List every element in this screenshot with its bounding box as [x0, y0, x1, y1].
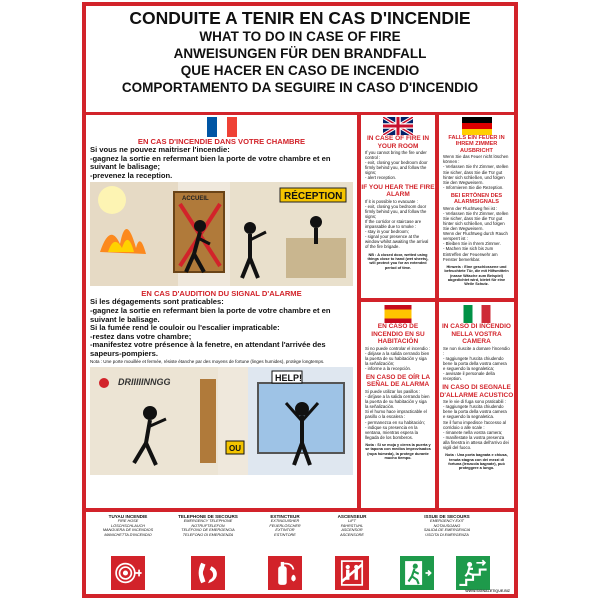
english-panel	[361, 115, 435, 298]
equipment-legend	[86, 512, 514, 594]
emergency-exit-label: ISSUE DE SECOURS EMERGENCY EXIT NOTAUSGANG SALIDA DE EMERGENCIA USCITA DI EMERGENZA	[423, 514, 471, 537]
instructions-area	[86, 115, 514, 508]
reception-sign: RÉCEPTION	[284, 191, 343, 203]
english-heading-room-fire: IN CASE OF FIRE IN YOUR ROOM	[366, 135, 430, 150]
german-alarm-text: Wenn der Fluchtweg frei ist : - Verlassen Sie Ihr Zimmer, stellen Sie sicher, dass Sie die Tür gut hinter sich schließen, und folgen Sie den Wegweisern. Wenn der Fluchtweg durch Rauch versperrt ist : - Bleiben Sie in Ihrem Zimmer. - Machen Sie sich bis zum Eintreffen der Feuerwehr am Fenster bemerkbar.	[443, 205, 509, 262]
spanish-panel	[361, 302, 435, 508]
italian-flag-icon	[462, 305, 492, 323]
english-alarm-text: If it is possible to evacuate : - exit, closing you bedroom door firmly behind you, and follow the signs; If the corridor or staircase are impassable due to smoke : - stay in your bedroom; - signal your presence at the window whilst awaiting the arrival of the fire brigade.	[365, 198, 429, 250]
fire-hose-icon	[111, 556, 145, 590]
spanish-flag-icon	[383, 305, 413, 323]
title-english: WHAT TO DO IN CASE OF FIRE	[199, 29, 401, 44]
emergency-phone-label: TELEPHONE DE SECOURS EMERGENCY TELEPHONE NOTRUFTELEFON TELÉFONO DE EMERGENCIA TELEFONO DI EMERGENZA	[178, 514, 238, 537]
english-room-fire-text: If you cannot bring the fire under control : - exit, closing your bedroom door firmly behind you, and follow the signs; - alert reception.	[365, 150, 428, 181]
title-italian: COMPORTAMENTO DA SEGUIRE IN CASO D'INCENDIO	[121, 80, 479, 95]
fire-instructions-poster	[82, 2, 518, 598]
title-german: ANWEISUNGEN FÜR DEN BRANDFALL	[173, 46, 427, 61]
lift-label: ASCENSEUR LIFT FAHRSTUHL ASCENSOR ASCENSORE	[337, 514, 367, 537]
or-label: OU	[229, 443, 241, 453]
spanish-alarm-text: Si puede utilizar los pasillos : - diríjase a la salida cerrando bien la puerta de su habitación y siga la señalización. Si el humo hace impracticable el pasillo o la escalera : - permanezca en su habitación; - indique su presencia en la ventana, mientras espera la llegada de los bomberos.	[365, 388, 430, 440]
emergency-exit-icon	[400, 556, 434, 590]
french-panel	[86, 115, 357, 508]
german-room-fire-text: Wenn Sie das Feuer nicht löschen können : - Verlassen Sie Ihr Zimmer, stellen Sie sicher, dass Sie die Tür gut hinter sich schließen, und folgen Sie den Wegweisern. - Informieren Sie die Rezeption.	[443, 154, 509, 190]
spanish-room-fire-text: Si no puede controlar el incendio : - dirijase a la salida cerrando bien la puerta de su habitación y siga la señalización; - informe a la recepción.	[365, 345, 430, 371]
french-room-fire-text: Si vous ne pouvez maitriser l'incendie: -gagnez la sortie en refermant bien la porte de votre chambre et en suivant le balisage; -prevenez la reception.	[90, 145, 331, 180]
poster-title: CONDUITE A TENIR EN CAS D'INCENDIE	[129, 8, 471, 28]
german-flag-icon	[462, 117, 492, 135]
french-alarm-text: Si les dégagements sont praticables: -gagnez la sortie en refermant bien la porte de votre chambre et en suivant le balisage. Si la fumée rend le couloir ou l'escalier impraticable: -restez dans votre chambre; -manifestez votre présence à la fenetre, en attendant l'arrivée des sapeurs-pompiers.	[90, 297, 331, 358]
help-text: HELP!	[275, 372, 302, 383]
uk-flag-icon	[383, 117, 413, 135]
accueil-sign: ACCUEIL	[182, 196, 209, 203]
fire-hose-label: TUYAU INCENDIE FIRE HOSE LÖSCHSCHLAUCH MANGUERA DE INCENDIOS MANICHETTA D'INCENDIO	[102, 514, 154, 537]
lift-icon	[335, 556, 369, 590]
english-heading-alarm: IF YOU HEAR THE FIRE ALARM	[361, 183, 435, 199]
french-heading-alarm: EN CAS D'AUDITION DU SIGNAL D'ALARME	[141, 289, 302, 299]
german-panel	[439, 115, 514, 298]
poster-header	[86, 6, 514, 112]
spanish-heading-room-fire: EN CASO DE INCENDIO EN SU HABITACIÓN	[371, 323, 425, 345]
spanish-note: Nota : Si se moja y cierra la puerta y se tapona con medios improvisados (ropa húmeda), la protege durante mucho tiempo.	[365, 442, 431, 461]
emergency-phone-icon	[191, 556, 225, 590]
extinguisher-label: EXTINCTEUR EXTINGUISHER FEUERLÖSCHER EXTINTOR ESTINTORE	[269, 514, 301, 537]
german-note: Hinweis : Eine geschlossene und befeuchtete Tür, die mit Hilfsmitteln (nasse Wäsche zum Beispiel) abgedichtet wird, bietet für eine Weile Schutz.	[444, 264, 509, 287]
english-note: NB : A closed door, wetted using things close to hand (wet sheets), will protect you for an extended period of time.	[367, 252, 429, 270]
italian-room-fire-text: Se non riuscite a domare l'incendio : - raggiungete l'uscita chiudendo bene la porta della vostra camera e seguendo la segnaletica; - avvisate il personale della reception.	[443, 345, 510, 382]
french-flag-icon	[206, 117, 238, 137]
alarm-illustration	[90, 367, 353, 475]
italian-panel	[439, 302, 514, 508]
french-note: Nota : Une porte mouillée et fermée, résiste étanche par des moyens de fortune (linges humides), protège longtemps.	[90, 358, 325, 364]
italian-heading-room-fire: IN CASO DI INCENDIO NELLA VOSTRA CAMERA	[442, 323, 511, 345]
german-heading-room-fire: FALLS EIN FEUER IN IHREM ZIMMER AUSBRICHT	[448, 135, 505, 154]
extinguisher-icon	[268, 556, 302, 590]
footer-url: WWW.SIGNALETIQUE.BIZ	[465, 589, 510, 593]
italian-heading-alarm: IN CASO DI SEGNALE D'ALLARME ACUSTICO	[439, 384, 514, 399]
italian-alarm-text: Se le vie di fuga sono praticabili : - raggiungete l'uscita chiudendo bene la porta della vostra camera e seguendo la segnaletica. Se il fumo impedisce l'accesso al corridoio o alle scale : - rimanete nella vostra camera; - manifestate la vostra presenza alla finestra in attesa dell'arrivo dei vigili del fuoco.	[443, 399, 509, 450]
emergency-exit-stairs-icon	[456, 556, 490, 590]
french-heading-room-fire: EN CAS D'INCENDIE DANS VOTRE CHAMBRE	[137, 137, 306, 146]
room-fire-illustration	[90, 182, 353, 286]
german-heading-alarm: BEI ERTÖNEN DES ALARMSIGNALS	[450, 192, 503, 206]
alarm-sound-text: DRIIIIINNGG	[118, 376, 171, 387]
title-spanish: QUE HACER EN CASO DE INCENDIO	[180, 63, 420, 78]
spanish-heading-alarm: EN CASO DE OÍR LA SEÑAL DE ALARMA	[365, 373, 431, 389]
italian-note: Nota : Una porta bagnata e chiusa, tenuta stagna con dei mezzi di fortuna (lenzuola bagnate), può proteggere a lungo.	[445, 453, 508, 471]
